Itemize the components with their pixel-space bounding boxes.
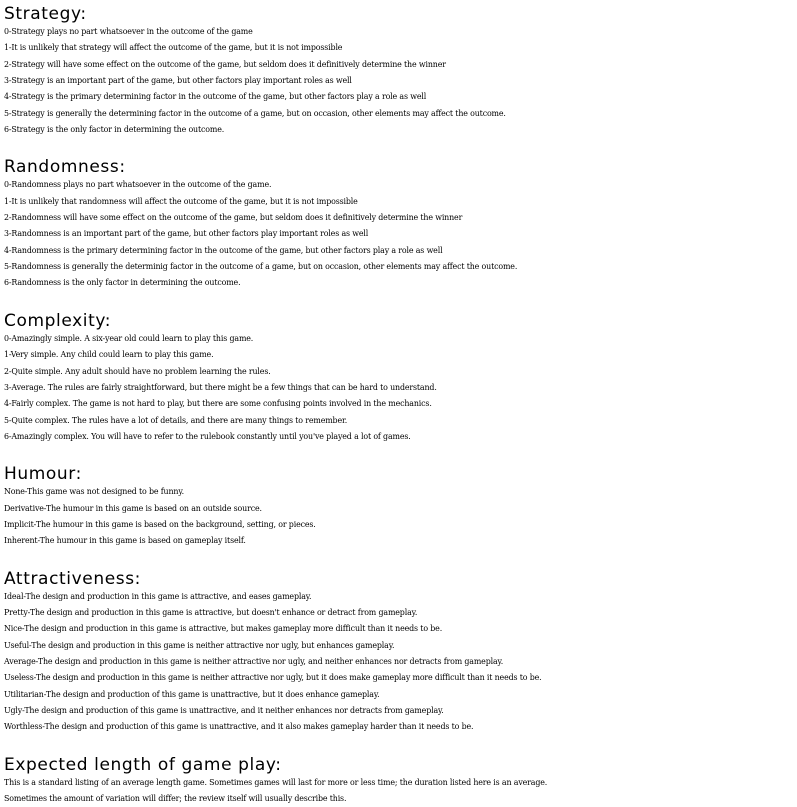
definition-line: Sometimes the amount of variation will differ; the review itself will usually describe this. xyxy=(4,794,347,804)
definition-line: Useful-The design and production in this game is neither attractive nor ugly, but enhances gameplay. xyxy=(4,640,395,650)
definition-line: 6-Randomness is the only factor in determining the outcome. xyxy=(4,278,241,288)
definition-line: 2-Strategy will have some effect on the outcome of the game, but seldom does it definitively determine the winner xyxy=(4,59,446,69)
section-complexity xyxy=(4,311,794,445)
section-spacer xyxy=(4,292,794,307)
definition-line: Worthless-The design and production of this game is unattractive, and it also makes gameplay harder than it needs to be. xyxy=(4,722,474,732)
definition-line: Utilitarian-The design and production of this game is unattractive, but it does enhance gameplay. xyxy=(4,689,380,699)
section-heading-attractiveness: Attractiveness: xyxy=(4,568,141,589)
definition-line: Nice-The design and production in this game is attractive, but makes gameplay more difficult than it needs to be. xyxy=(4,624,443,634)
definition-line: Average-The design and production in this game is neither attractive nor ugly, and neither enhances nor detracts from gameplay. xyxy=(4,656,504,666)
definition-line: 2-Quite simple. Any adult should have no problem learning the rules. xyxy=(4,366,271,376)
definition-line: Ideal-The design and production in this game is attractive, and eases gameplay. xyxy=(4,591,312,601)
definition-line: 3-Strategy is an important part of the game, but other factors play important roles as well xyxy=(4,76,352,86)
document-page xyxy=(4,0,794,807)
definition-line: 0-Strategy plays no part whatsoever in the outcome of the game xyxy=(4,27,253,36)
definition-line: 3-Randomness is an important part of the game, but other factors play important roles as well xyxy=(4,229,369,239)
section-heading-complexity: Complexity: xyxy=(4,310,112,331)
section-expected-length xyxy=(4,755,794,807)
definition-line: 2-Randomness will have some effect on the outcome of the game, but seldom does it definitively determine the winner xyxy=(4,213,463,223)
definition-line: 5-Randomness is generally the determinig factor in the outcome of a game, but on occasion, other elements may affect the outcome. xyxy=(4,262,518,272)
section-randomness xyxy=(4,157,794,291)
section-heading-strategy: Strategy: xyxy=(4,4,87,24)
definition-line: Derivative-The humour in this game is based on an outside source. xyxy=(4,503,262,513)
definition-list-randomness xyxy=(4,177,794,291)
section-spacer xyxy=(4,736,794,751)
definition-list-complexity xyxy=(4,331,794,445)
definition-line: 3-Average. The rules are fairly straightforward, but there might be a few things that can be hard to understand. xyxy=(4,382,437,392)
definition-line: 4-Randomness is the primary determining factor in the outcome of the game, but other factors play a role as well xyxy=(4,245,443,255)
definition-list-strategy xyxy=(4,24,794,138)
definition-line: Useless-The design and production in this game is neither attractive nor ugly, but it does make gameplay more difficult than it needs to be. xyxy=(4,673,542,683)
definition-line: 6-Strategy is the only factor in determining the outcome. xyxy=(4,125,225,135)
section-spacer xyxy=(4,550,794,565)
definition-line: 6-Amazingly complex. You will have to refer to the rulebook constantly until you've played a lot of games. xyxy=(4,431,411,441)
definition-line: 5-Strategy is generally the determining factor in the outcome of a game, but on occasion, other elements may affect the outcome. xyxy=(4,108,506,118)
definition-line: Implicit-The humour in this game is based on the background, setting, or pieces. xyxy=(4,519,316,529)
definition-line: 4-Strategy is the primary determining factor in the outcome of the game, but other factors play a role as well xyxy=(4,92,427,102)
definition-line: None-This game was not designed to be funny. xyxy=(4,487,184,497)
section-spacer xyxy=(4,445,794,460)
section-heading-expected-length: Expected length of game play: xyxy=(4,754,282,775)
definition-list-expected-length xyxy=(4,775,794,807)
definition-line: 1-It is unlikely that randomness will affect the outcome of the game, but it is not impossible xyxy=(4,196,358,206)
definition-line: 0-Amazingly simple. A six-year old could learn to play this game. xyxy=(4,333,254,343)
section-heading-humour: Humour: xyxy=(4,464,82,485)
definition-line: 1-Very simple. Any child could learn to play this game. xyxy=(4,350,214,360)
definition-line: 5-Quite complex. The rules have a lot of details, and there are many things to remember. xyxy=(4,415,348,425)
definition-line: Ugly-The design and production of this game is unattractive, and it neither enhances nor detracts from gameplay. xyxy=(4,706,444,715)
definition-line: This is a standard listing of an average length game. Sometimes games will last for more or less time; the duration listed here is an average. xyxy=(4,777,548,787)
section-attractiveness xyxy=(4,569,794,736)
definition-line: 1-It is unlikely that strategy will affect the outcome of the game, but it is not impossible xyxy=(4,43,343,53)
section-strategy xyxy=(4,4,794,138)
section-heading-randomness: Randomness: xyxy=(4,157,126,178)
section-humour xyxy=(4,464,794,549)
section-spacer xyxy=(4,138,794,153)
definition-list-attractiveness xyxy=(4,589,794,736)
definition-line: 0-Randomness plays no part whatsoever in the outcome of the game. xyxy=(4,180,272,190)
definition-list-humour xyxy=(4,484,794,549)
definition-line: 4-Fairly complex. The game is not hard to play, but there are some confusing points involved in the mechanics. xyxy=(4,399,432,409)
definition-line: Inherent-The humour in this game is based on gameplay itself. xyxy=(4,536,246,546)
definition-line: Pretty-The design and production in this game is attractive, but doesn't enhance or detract from gameplay. xyxy=(4,607,418,617)
